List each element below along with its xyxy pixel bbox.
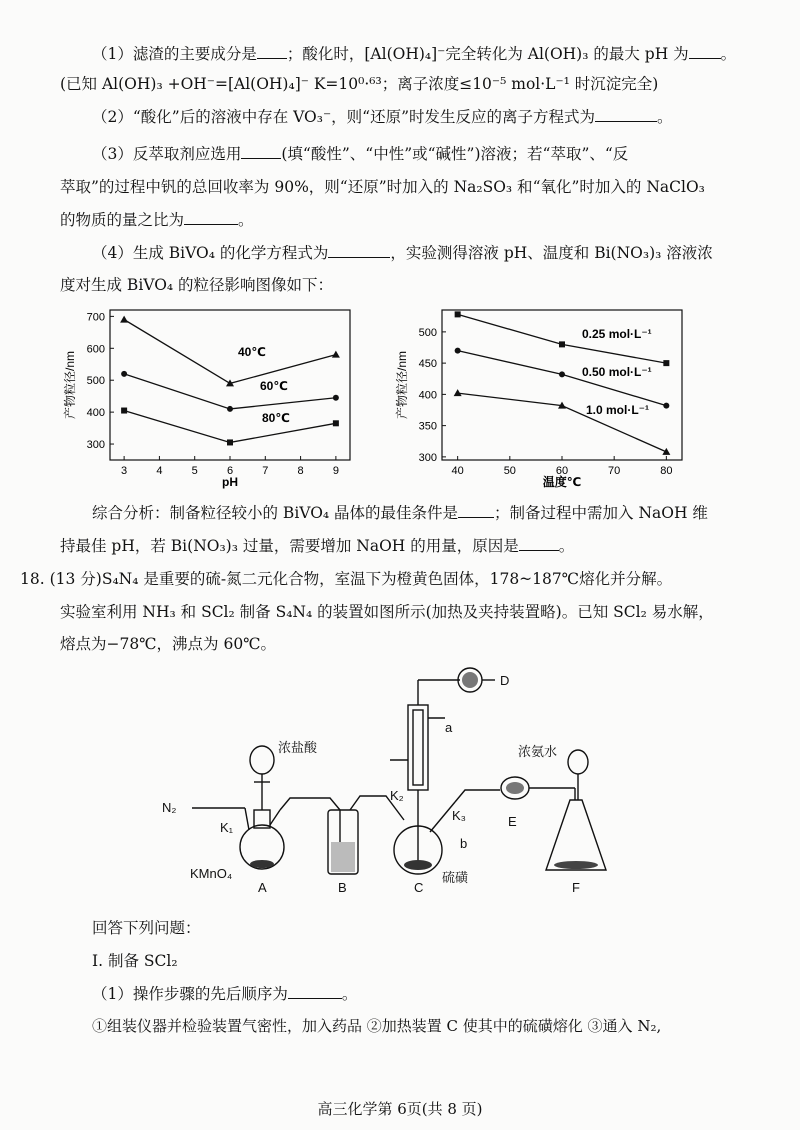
label-k3: K₃ xyxy=(452,808,466,823)
q17-summary-end: 。 xyxy=(558,537,575,555)
q17-p1-note: (已知 Al(OH)₃ +OH⁻=[Al(OH)₄]⁻ K=10⁰·⁶³；离子浓度≤10⁻⁵ mol·L⁻¹ 时沉淀完全) xyxy=(60,75,659,93)
q17-summary-line2 xyxy=(60,536,574,556)
q17-summary-a: 综合分析：制备粒径较小的 BiVO₄ 晶体的最佳条件是 xyxy=(92,504,459,522)
q18-head: 18. (13 分)S₄N₄ 是重要的硫-氮二元化合物，室温下为橙黄色固体，178~187℃熔化并分解。 xyxy=(20,570,673,588)
q17-p3-end: 。 xyxy=(238,211,254,229)
label-conc-ammonia: 浓氨水 xyxy=(518,744,558,759)
label-b: b xyxy=(460,836,468,851)
q18-line2: 实验室利用 NH₃ 和 SCl₂ 制备 S₄N₄ 的装置如图所示(加热及夹持装置略)。已知 SCl₂ 易水解， xyxy=(60,603,714,621)
data-point xyxy=(332,351,340,358)
q17-part2-line xyxy=(92,107,673,127)
condenser-a xyxy=(408,705,428,790)
y-tick-label: 600 xyxy=(86,343,105,356)
x-tick-label: 60 xyxy=(555,465,569,477)
q18-q1-end: 。 xyxy=(341,985,358,1003)
label-flask-a: A xyxy=(258,880,267,895)
label-f: F xyxy=(572,880,580,895)
q17-summary-b: ；制备过程中需加入 NaOH 维 xyxy=(494,504,708,522)
blank-best-conditions[interactable] xyxy=(458,503,494,518)
q17-p4-b: ，实验测得溶液 pH、温度和 Bi(NO₃)₃ 溶液浓 xyxy=(390,244,713,262)
y-tick-label: 450 xyxy=(418,358,437,371)
q17-p4-c: 度对生成 BiVO₄ 的粒径影响图像如下： xyxy=(60,276,334,294)
blank-step-order[interactable] xyxy=(288,984,342,999)
data-point xyxy=(121,371,127,377)
x-tick-label: 70 xyxy=(608,465,621,477)
label-k1: K₁ xyxy=(220,820,234,835)
label-flask-c: C xyxy=(414,880,424,895)
chart-ph-vs-size xyxy=(60,300,360,490)
y-axis-label: 产物粒径/nm xyxy=(63,350,77,420)
funnel-a xyxy=(250,746,274,774)
y-tick-label: 300 xyxy=(86,439,105,452)
q17-p1-b: ；酸化时，[Al(OH)₄]⁻完全转化为 Al(OH)₃ 的最大 pH 为 xyxy=(286,45,689,63)
label-sulfur: 硫磺 xyxy=(442,870,469,885)
data-point xyxy=(455,311,461,317)
series-label: 40℃ xyxy=(238,345,266,359)
series-line xyxy=(124,320,336,384)
series-label: 0.50 mol·L⁻¹ xyxy=(582,365,652,379)
data-point xyxy=(663,403,669,409)
part1-title: Ⅰ. 制备 SCl₂ xyxy=(92,952,178,970)
q17-part4-line1 xyxy=(92,243,713,263)
data-point xyxy=(455,348,461,354)
blank-filter-residue[interactable] xyxy=(257,44,287,59)
data-point xyxy=(227,406,233,412)
x-tick-label: 50 xyxy=(503,465,516,477)
y-tick-label: 300 xyxy=(418,451,437,464)
q17-p4-a: （4）生成 BiVO₄ 的化学方程式为 xyxy=(92,244,329,262)
q17-p1-a: （1）滤渣的主要成分是 xyxy=(92,45,257,63)
blank-mole-ratio[interactable] xyxy=(184,210,238,225)
y-tick-label: 500 xyxy=(418,326,437,339)
data-point xyxy=(663,360,669,366)
x-tick-label: 8 xyxy=(297,465,304,477)
blank-back-extractant[interactable] xyxy=(241,144,281,159)
series-label: 80℃ xyxy=(262,411,290,425)
x-tick-label: 40 xyxy=(451,465,464,477)
series-label: 60℃ xyxy=(260,379,288,393)
label-kmno4: KMnO₄ xyxy=(190,866,233,881)
data-point xyxy=(227,439,233,445)
x-tick-label: 9 xyxy=(332,465,339,477)
x-tick-label: 80 xyxy=(660,465,673,477)
series-line xyxy=(124,374,336,409)
blank-ionic-equation[interactable] xyxy=(595,107,657,122)
x-axis-label: 温度℃ xyxy=(542,475,582,489)
x-tick-label: 7 xyxy=(262,465,269,477)
data-point xyxy=(662,448,670,455)
y-axis-label: 产物粒径/nm xyxy=(395,350,409,420)
q18-q1-text: （1）操作步骤的先后顺序为 xyxy=(92,985,288,1003)
data-point xyxy=(559,341,565,347)
q17-p3-a: （3）反萃取剂应选用 xyxy=(92,145,242,163)
apparatus-diagram xyxy=(150,660,650,900)
data-point xyxy=(120,316,128,323)
q17-p1-end: 。 xyxy=(720,45,737,63)
blank-max-ph[interactable] xyxy=(689,44,721,59)
q17-p3-c: 萃取”的过程中钒的总回收率为 90%，则“还原”时加入的 Na₂SO₃ 和“氧化”时加入的 NaClO₃ xyxy=(60,178,705,196)
page-footer: 高三化学第 6页(共 8 页) xyxy=(317,1100,483,1118)
series-label: 0.25 mol·L⁻¹ xyxy=(582,327,652,341)
q17-summary-line1 xyxy=(92,503,708,523)
blank-reason[interactable] xyxy=(519,536,559,551)
data-point xyxy=(333,420,339,426)
label-e: E xyxy=(508,814,517,829)
x-tick-label: 3 xyxy=(121,465,128,477)
q17-p2-end: 。 xyxy=(657,108,673,126)
q18-line3: 熔点为−78℃，沸点为 60℃。 xyxy=(60,635,277,653)
data-point xyxy=(333,395,339,401)
label-conc-hcl: 浓盐酸 xyxy=(278,740,318,755)
q18-q1-line xyxy=(92,984,357,1004)
q18-steps: ①组装仪器并检验装置气密性，加入药品 ②加热装置 C 使其中的硫磺熔化 ③通入 N₂, xyxy=(92,1017,662,1035)
label-n2: N₂ xyxy=(162,800,177,815)
q17-p2-text: （2）“酸化”后的溶液中存在 VO₃⁻，则“还原”时发生反应的离子方程式为 xyxy=(92,108,596,126)
y-tick-label: 400 xyxy=(86,407,105,420)
answer-prompt: 回答下列问题： xyxy=(92,919,201,937)
q17-p3-b: (填“酸性”、“中性”或“碱性”)溶液；若“萃取”、“反 xyxy=(281,145,629,163)
chart-temp-vs-size xyxy=(392,300,692,490)
label-k2: K₂ xyxy=(390,788,404,803)
q17-part3-line1 xyxy=(92,144,628,164)
y-tick-label: 400 xyxy=(418,389,437,402)
label-d: D xyxy=(500,673,510,688)
y-tick-label: 700 xyxy=(86,311,105,324)
y-tick-label: 350 xyxy=(418,420,437,433)
flask-f xyxy=(546,800,606,870)
data-point xyxy=(454,389,462,396)
x-tick-label: 4 xyxy=(156,465,163,477)
q17-part1-line xyxy=(92,44,736,64)
x-tick-label: 6 xyxy=(226,465,234,477)
x-tick-label: 5 xyxy=(191,465,198,477)
data-point xyxy=(121,408,127,414)
label-bottle-b: B xyxy=(338,880,347,895)
series-label: 1.0 mol·L⁻¹ xyxy=(586,403,650,417)
q17-part3-line3 xyxy=(60,210,254,230)
q17-summary-c: 持最佳 pH，若 Bi(NO₃)₃ 过量，需要增加 NaOH 的用量，原因是 xyxy=(60,537,519,555)
x-axis-label: pH xyxy=(222,475,238,489)
q17-p3-d: 的物质的量之比为 xyxy=(60,211,185,229)
series-line xyxy=(124,411,336,443)
label-a: a xyxy=(445,720,453,735)
data-point xyxy=(559,371,565,377)
blank-chem-equation[interactable] xyxy=(328,243,390,258)
y-tick-label: 500 xyxy=(86,375,105,388)
